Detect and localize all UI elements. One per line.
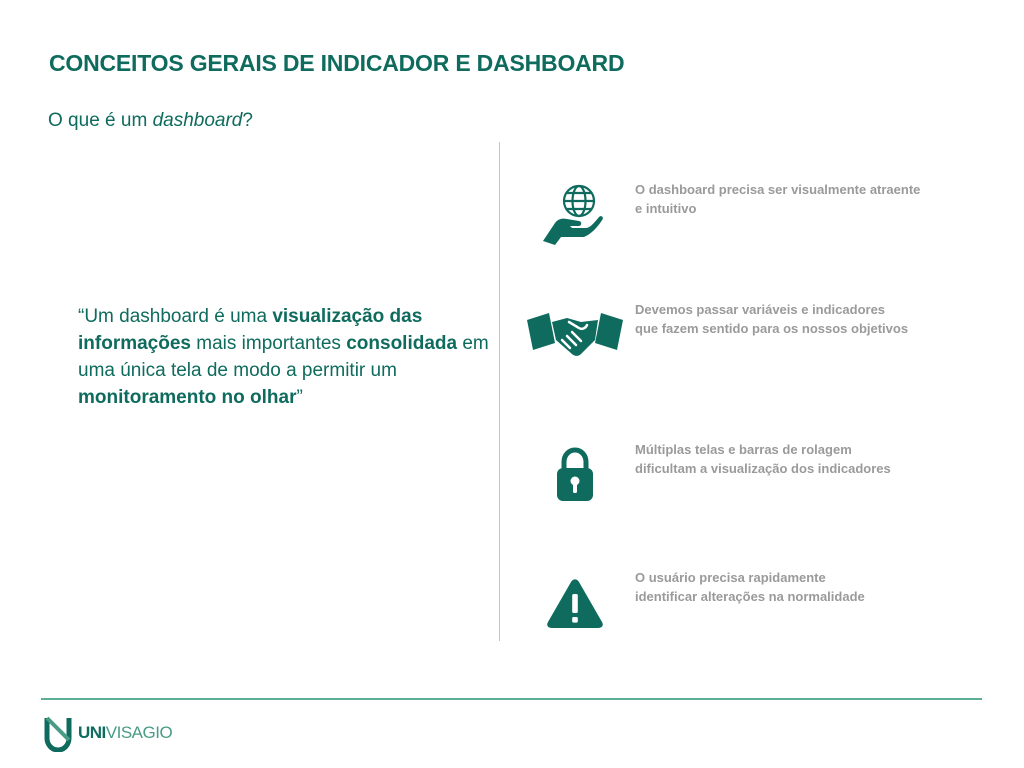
principle-line-1: O usuário precisa rapidamente [635, 570, 826, 585]
principle-line-1: O dashboard precisa ser visualmente atraente [635, 182, 921, 197]
handshake-icon [520, 300, 630, 370]
principle-item-relevant-indicators [520, 300, 960, 370]
univisagio-logo [44, 713, 172, 753]
logo-wordmark-part-2: VISAGIO [105, 723, 173, 742]
quote-part-3: em uma única tela de modo a permitir um [78, 333, 489, 381]
principle-line-2: dificultam a visualização dos indicadores [635, 461, 891, 476]
principle-line-1: Devemos passar variáveis e indicadores [635, 302, 886, 317]
logo-wordmark [78, 723, 172, 743]
globe-in-hand-icon [520, 180, 630, 250]
quote-part-2: mais importantes [190, 333, 347, 354]
principle-item-normality-alerts [520, 568, 960, 638]
univisagio-logo-mark-icon [44, 714, 72, 752]
padlock-icon [520, 440, 630, 510]
quote-bold-1: visualização das informações [78, 306, 423, 354]
quote-bold-3: monitoramento no olhar [78, 387, 297, 408]
quote-bold-2: consolidada [346, 333, 458, 354]
principle-text [635, 180, 955, 218]
principle-text [635, 300, 955, 338]
principle-line-1: Múltiplas telas e barras de rolagem [635, 442, 852, 457]
principle-item-single-screen [520, 440, 960, 510]
principle-line-2: que fazem sentido para os nossos objetivos [635, 321, 909, 336]
quote-part-4: ” [296, 387, 303, 408]
principle-line-2: e intuitivo [635, 201, 697, 216]
footer-divider [41, 698, 982, 700]
page-subtitle [48, 110, 253, 132]
dashboard-definition-quote [78, 303, 498, 411]
subtitle-italic: dashboard [152, 110, 243, 131]
principle-item-attractive [520, 180, 960, 250]
principle-text [635, 440, 955, 478]
subtitle-suffix: ? [242, 110, 253, 131]
principle-text [635, 568, 955, 606]
logo-wordmark-part-1: UNI [78, 723, 106, 742]
warning-icon [520, 568, 630, 638]
page-title: CONCEITOS GERAIS DE INDICADOR E DASHBOARD [49, 50, 625, 76]
subtitle-prefix: O que é um [48, 110, 153, 131]
principle-line-2: identificar alterações na normalidade [635, 589, 865, 604]
quote-part-1: “Um dashboard é uma [78, 306, 273, 327]
vertical-divider [499, 142, 500, 641]
